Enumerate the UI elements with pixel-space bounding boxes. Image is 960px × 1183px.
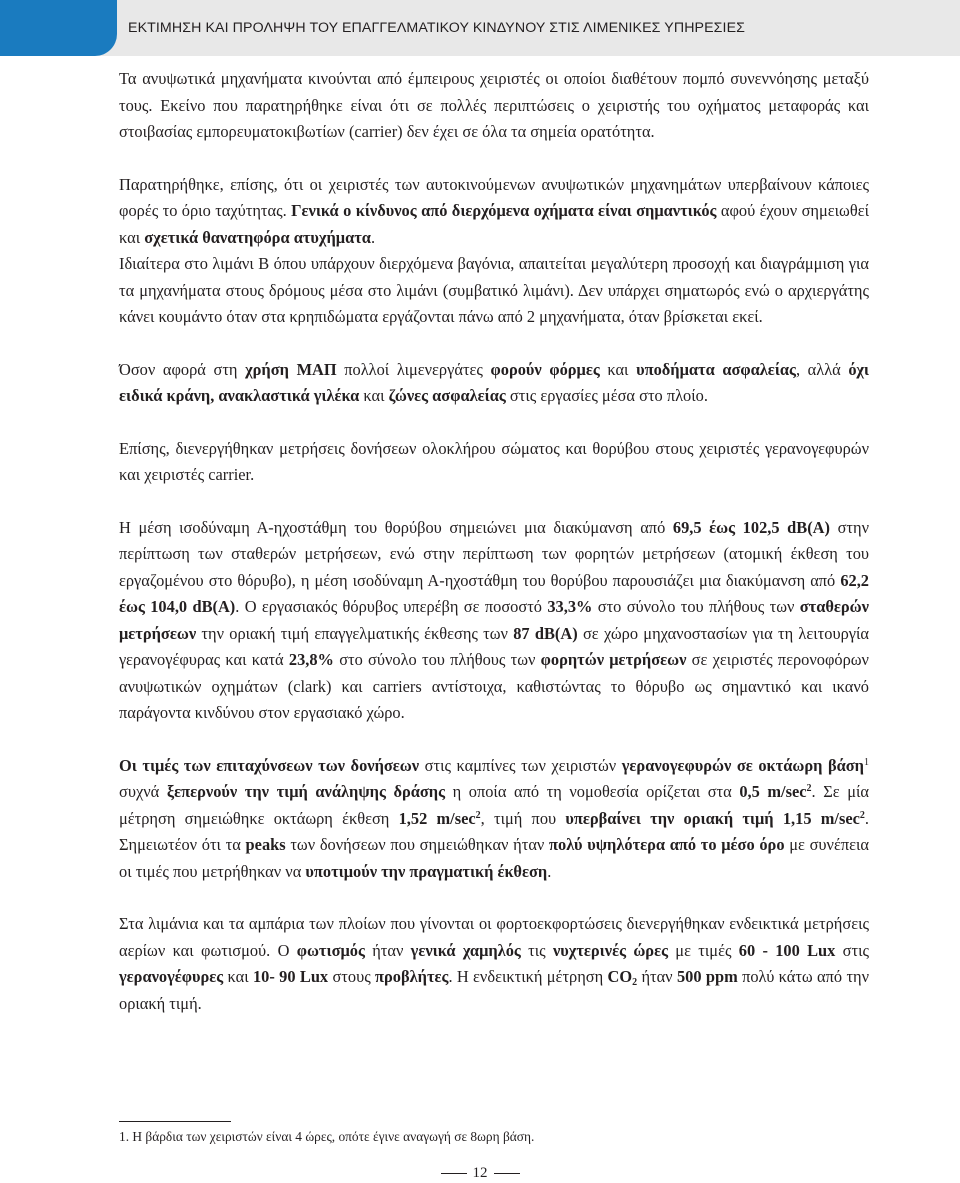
body-text [119,66,869,1017]
header-accent-tab [0,0,117,56]
paragraph-4: Όσον αφορά στη χρήση ΜΑΠ πολλοί λιμενεργάτες φορούν φόρμες και υποδήματα ασφαλείας, αλλά όχι ειδικά κράνη, ανακλαστικά γιλέκα και ζώνες ασφαλείας στις εργασίες μέσα στο πλοίο. [119,359,869,405]
page-number-dash [441,1173,467,1174]
footnote-divider [119,1121,231,1122]
header-bar [0,0,960,56]
page-number-label: 12 [472,1165,488,1181]
footnote: 1. Η βάρδια των χειριστών είναι 4 ώρες, οπότε έγινε αναγωγή σε 8ωρη βάση. [119,1129,535,1144]
paragraph-5: Επίσης, διενεργήθηκαν μετρήσεις δονήσεων ολοκλήρου σώματος και θορύβου στους χειριστές γερανογεφυρών και χειριστές carrier. [119,438,869,484]
page-number [0,1163,960,1183]
paragraph-3: Ιδιαίτερα στο λιμάνι Β όπου υπάρχουν διερχόμενα βαγόνια, απαιτείται μεγαλύτερη προσοχή και διαγράμμιση για τα μηχανήματα στους δρόμους μέσα στο λιμάνι (συμβατικό λιμάνι). Δεν υπάρχει σηματωρός ενώ ο αρχιεργάτης κάνει κουμάντο όταν στα κρηπιδώματα εργάζονται πάνω από 2 μηχανήματα, όταν βρίσκεται εκεί. [119,254,869,326]
paragraph-2: Παρατηρήθηκε, επίσης, ότι οι χειριστές των αυτοκινούμενων ανυψωτικών μηχανημάτων υπερβαίνουν κάποιες φορές το όριο ταχύτητας. Γενικά ο κίνδυνος από διερχόμενα οχήματα είναι σημαντικός αφού έχουν σημειωθεί και σχετικά θανατηφόρα ατυχήματα. [119,174,869,247]
paragraph-8: Στα λιμάνια και τα αμπάρια των πλοίων που γίνονται οι φορτοεκφορτώσεις διενεργήθηκαν ενδεικτικά μετρήσεις αερίων και φωτισμού. Ο φωτισμός ήταν γενικά χαμηλός τις νυχτερινές ώρες με τιμές 60 - 100 Lux στις γερανογέφυρες και 10- 90 Lux στους προβλήτες. Η ενδεικτική μέτρηση $CO_2$ ήταν 500 ppm πολύ κάτω από την οριακή τιμή. [119,914,870,1013]
paragraph-6: Η μέση ισοδύναμη Α-ηχοστάθμη του θορύβου σημειώνει μια διακύμανση από 69,5 έως 102,5 dB(A) στην περίπτωση των σταθερών μετρήσεων, ενώ στην περίπτωση των φορητών μετρήσεων (ατομική έκθεση του εργαζομένου στο θόρυβο), η μέση ισοδύναμη Α-ηχοστάθμη του θορύβου παρουσιάζει μια διακύμανση από 62,2 έως 104,0 dB(A). Ο εργασιακός θόρυβος υπερέβη σε ποσοστό 33,3% στο σύνολο του πλήθους των σταθερών μετρήσεων την οριακή τιμή επαγγελματικής έκθεσης των 87 dB(A) σε χώρο μηχανοστασίων για τη λειτουργία γερανογέφυρας και κατά 23,8% στο σύνολο του πλήθους των φορητών μετρήσεων σε χειριστές περονοφόρων ανυψωτικών οχημάτων (clark) και carriers αντίστοιχα, καθιστώντας το θόρυβο ως σημαντικό και ικανό παράγοντα κινδύνου στον εργασιακό χώρο. [119,517,869,722]
page-number-dash [494,1173,520,1174]
paragraph-7: Οι τιμές των επιταχύνσεων των δονήσεων στις καμπίνες των χειριστών γερανογεφυρών σε οκτάωρη βάση$^1$ συχνά ξεπερνούν την τιμή ανάληψης δράσης η οποία από τη νομοθεσία ορίζεται στα 0,5 $m/\sec^2$. Σε μία μέτρηση σημειώθηκε οκτάωρη έκθεση 1,52 $m/\sec^2$, τιμή που υπερβαίνει την οριακή τιμή 1,15 $m/\sec^2$. Σημειωτέον ότι τα peaks των δονήσεων που σημειώθηκαν ήταν πολύ υψηλότερα από το μέσο όρο με συνέπεια οι τιμές που μετρήθηκαν να υποτιμούν την πραγματική έκθεση. [119,755,869,881]
paragraph-1: Τα ανυψωτικά μηχανήματα κινούνται από έμπειρους χειριστές οι οποίοι διαθέτουν πομπό συνεννόησης μεταξύ τους. Εκείνο που παρατηρήθηκε είναι ότι σε πολλές περιπτώσεις ο χειριστής του οχήματος μεταφοράς και στοιβασίας εμπορευματοκιβωτίων (carrier) δεν έχει σε όλα τα σημεία ορατότητα. [119,69,869,141]
running-title: ΕΚΤΙΜΗΣΗ ΚΑΙ ΠΡΟΛΗΨΗ ΤΟΥ ΕΠΑΓΓΕΛΜΑΤΙΚΟΥ ΚΙΝΔΥΝΟΥ ΣΤΙΣ ΛΙΜΕΝΙΚΕΣ ΥΠΗΡΕΣΙΕΣ [128,20,746,36]
footnote-ref-1[interactable]: 1 [864,756,869,768]
